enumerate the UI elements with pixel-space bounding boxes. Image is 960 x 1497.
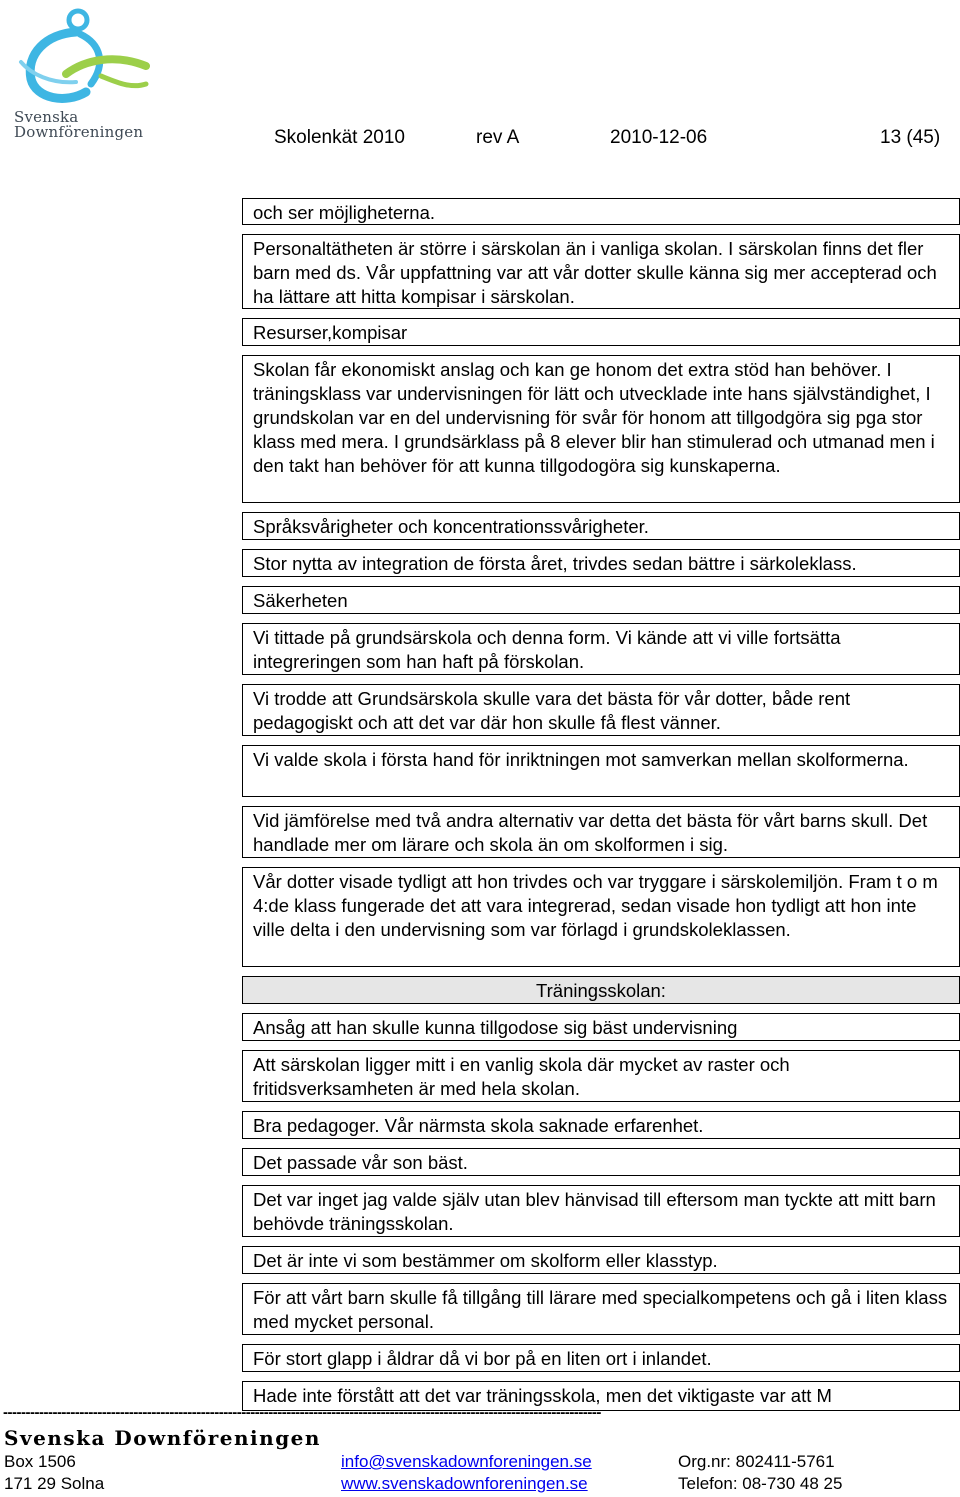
row-text: och ser möjligheterna. [253, 202, 436, 223]
row-text: Vid jämförelse med två andra alternativ var detta det bästa för vårt barns skull. Det handlade mer om lärare och skola än om skolformen i sig. [253, 810, 928, 855]
logo-figure-icon [6, 4, 156, 114]
row-text: Stor nytta av integration de första året, trivdes sedan bättre i särkoleklass. [253, 553, 857, 574]
footer-phone: Telefon: 08-730 48 25 [678, 1474, 843, 1493]
table-row [242, 1148, 960, 1176]
table-row [242, 623, 960, 675]
table-row [242, 806, 960, 858]
table-row [242, 198, 960, 225]
row-text: Vår dotter visade tydligt att hon trivdes och var tryggare i särskolemiljön. Fram t o m 4:de klass fungerade det att vara integrerad, sedan visade hon tydligt att hon inte ville delta i den undervisning som var förlagd i grundskoleklassen. [253, 871, 938, 940]
footer-city: 171 29 Solna [4, 1474, 105, 1493]
doc-date: 2010-12-06 [610, 127, 708, 148]
downforeningen-logo [6, 4, 156, 144]
table-row [242, 1013, 960, 1041]
table-row [242, 867, 960, 967]
table-row [242, 586, 960, 614]
footer-divider: ------------------------------------------------------------------------------------------------------------------------------------- [3, 1404, 601, 1421]
table-row [242, 1246, 960, 1274]
footer-org-name: Svenska Downföreningen [4, 1426, 321, 1450]
row-text: Vi trodde att Grundsärskola skulle vara det bästa för vår dotter, både rent pedagogiskt och att det var där hon skulle få flest vänner. [253, 688, 851, 733]
row-text: Det passade vår son bäst. [253, 1152, 468, 1173]
row-text: För att vårt barn skulle få tillgång till lärare med specialkompetens och gå i liten klass med mycket personal. [253, 1287, 948, 1332]
row-text: Det är inte vi som bestämmer om skolform eller klasstyp. [253, 1250, 718, 1271]
row-text: Hade inte förstått att det var träningsskola, men det viktigaste var att M [253, 1385, 832, 1406]
logo-text-svenska: Svenska [14, 108, 79, 126]
row-text: För stort glapp i åldrar då vi bor på en liten ort i inlandet. [253, 1348, 712, 1369]
row-text: Att särskolan ligger mitt i en vanlig skola där mycket av raster och fritidsverksamheten är med hela skolan. [253, 1054, 790, 1099]
table-row [242, 1344, 960, 1372]
table-row [242, 355, 960, 503]
table-row [242, 1283, 960, 1335]
table-row [242, 745, 960, 797]
row-text: Vi tittade på grundsärskola och denna form. Vi kände att vi ville fortsätta integreringen som han haft på förskolan. [253, 627, 841, 672]
row-text: Det var inget jag valde själv utan blev hänvisad till eftersom man tyckte att mitt barn behövde träningsskolan. [253, 1189, 936, 1234]
table-row [242, 1050, 960, 1102]
row-text: Säkerheten [253, 590, 348, 611]
row-text: Skolan får ekonomiskt anslag och kan ge honom det extra stöd han behöver. I träningsklass var undervisningen för lätt och utvecklade inte hans självständighet, I grundskolan var en del undervisning för svår för honom att tillgodgöra sig pga stor klass med mera. I grundsärklass på 8 elever blir han stimulerad och utmanad men i den takt han behöver för att kunna tillgodogöra sig kunskaperna. [253, 359, 935, 476]
section-heading-row [242, 976, 960, 1004]
table-row [242, 318, 960, 346]
page-number: 13 (45) [880, 127, 941, 148]
table-row [242, 1185, 960, 1237]
table-row [242, 684, 960, 736]
row-text: Personaltätheten är större i särskolan än i vanliga skolan. I särskolan finns det fler barn med ds. Vår uppfattning var att vår dotter skulle känna sig mer accepterad och ha lättare att hitta kompisar i särskolan. [253, 238, 937, 307]
footer-orgnr: Org.nr: 802411-5761 [678, 1452, 835, 1471]
doc-title: Skolenkät 2010 [274, 127, 405, 148]
footer-web-link[interactable]: www.svenskadownforeningen.se [341, 1474, 588, 1493]
row-text: Bra pedagoger. Vår närmsta skola saknade erfarenhet. [253, 1115, 704, 1136]
answers-table [242, 198, 960, 1422]
row-text: Språksvårigheter och koncentrationssvårigheter. [253, 516, 649, 537]
table-row [242, 1111, 960, 1139]
footer-box: Box 1506 [4, 1452, 76, 1471]
section-heading: Träningsskolan: [536, 980, 666, 1001]
table-row [242, 512, 960, 540]
row-text: Resurser,kompisar [253, 322, 408, 343]
table-row [242, 234, 960, 309]
doc-revision: rev A [476, 127, 520, 148]
row-text: Vi valde skola i första hand för inriktningen mot samverkan mellan skolformerna. [253, 749, 909, 770]
row-text: Ansåg att han skulle kunna tillgodose sig bäst undervisning [253, 1017, 738, 1038]
logo-text-downforeningen: Downföreningen [14, 123, 144, 141]
table-row [242, 549, 960, 577]
footer-email-link[interactable]: info@svenskadownforeningen.se [341, 1452, 592, 1471]
